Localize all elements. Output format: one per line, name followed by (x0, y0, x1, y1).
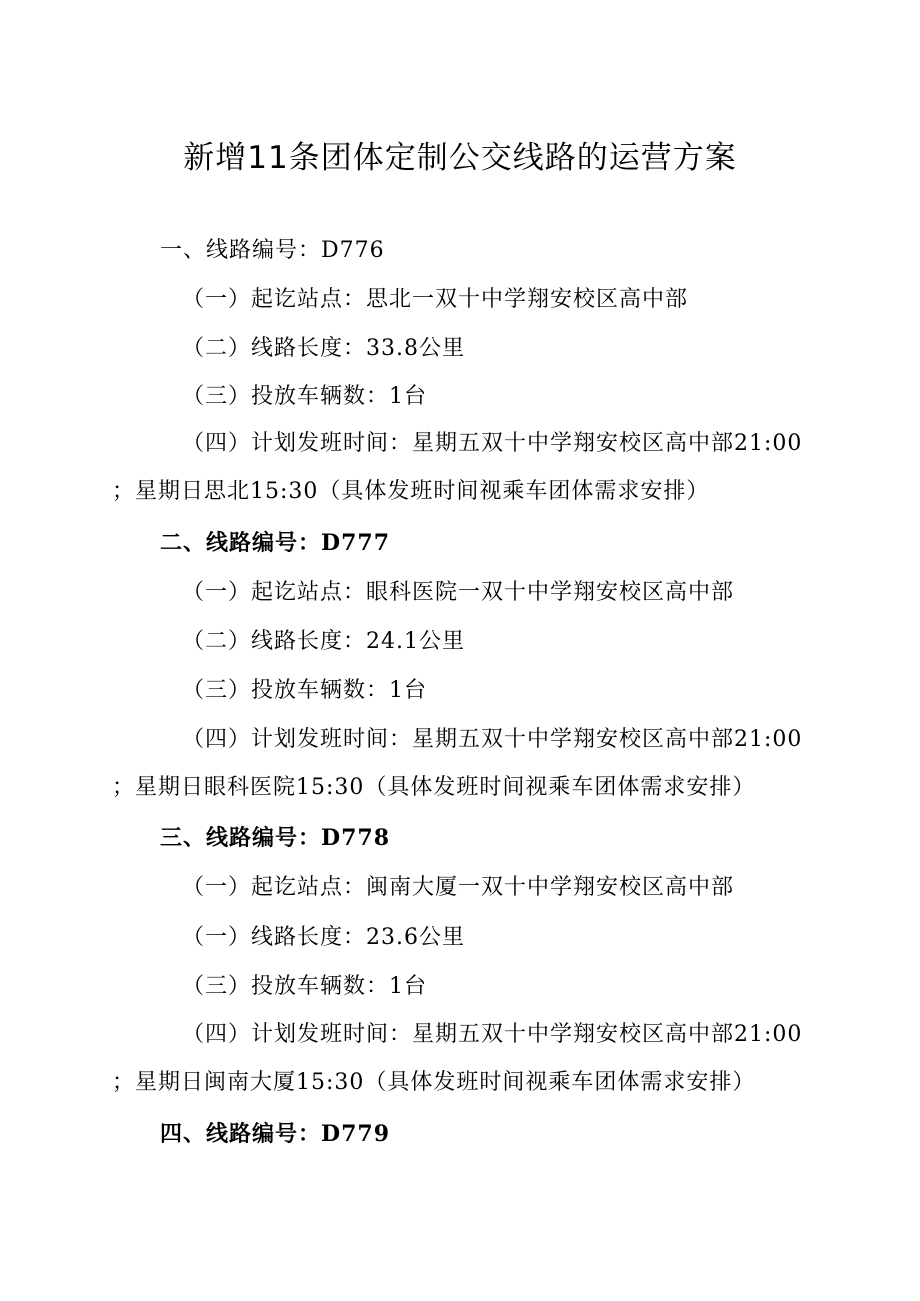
route-item: （二）线路长度：24.1公里 (182, 629, 465, 654)
route-item: （四）计划发班时间：星期五双十中学翔安校区高中部21:00 (182, 1022, 803, 1047)
route-item-continuation: ；星期日闽南大厦15:30（具体发班时间视乘车团体需求安排） (112, 1070, 756, 1095)
document-title: 新增11条团体定制公交线路的运营方案 (183, 140, 737, 176)
route-item: （三）投放车辆数：1台 (182, 384, 427, 409)
route-item: （四）计划发班时间：星期五双十中学翔安校区高中部21:00 (182, 431, 803, 456)
route-item: （一）起讫站点：眼科医院一双十中学翔安校区高中部 (182, 580, 735, 605)
route-item: （一）起讫站点：思北一双十中学翔安校区高中部 (182, 287, 689, 312)
route-heading: 一、线路编号：D776 (160, 238, 385, 263)
route-item-continuation: ；星期日眼科医院15:30（具体发班时间视乘车团体需求安排） (112, 775, 756, 800)
route-item: （三）投放车辆数：1台 (182, 678, 427, 703)
route-item: （四）计划发班时间：星期五双十中学翔安校区高中部21:00 (182, 727, 803, 752)
route-heading: 三、线路编号：D778 (160, 825, 391, 851)
route-item-continuation: ；星期日思北15:30（具体发班时间视乘车团体需求安排） (112, 479, 710, 504)
route-heading: 四、线路编号：D779 (160, 1121, 391, 1147)
route-item: （一）线路长度：23.6公里 (182, 925, 465, 950)
route-heading: 二、线路编号：D777 (160, 530, 391, 556)
route-item: （二）线路长度：33.8公里 (182, 336, 465, 361)
route-item: （三）投放车辆数：1台 (182, 974, 427, 999)
route-item: （一）起讫站点：闽南大厦一双十中学翔安校区高中部 (182, 875, 735, 900)
